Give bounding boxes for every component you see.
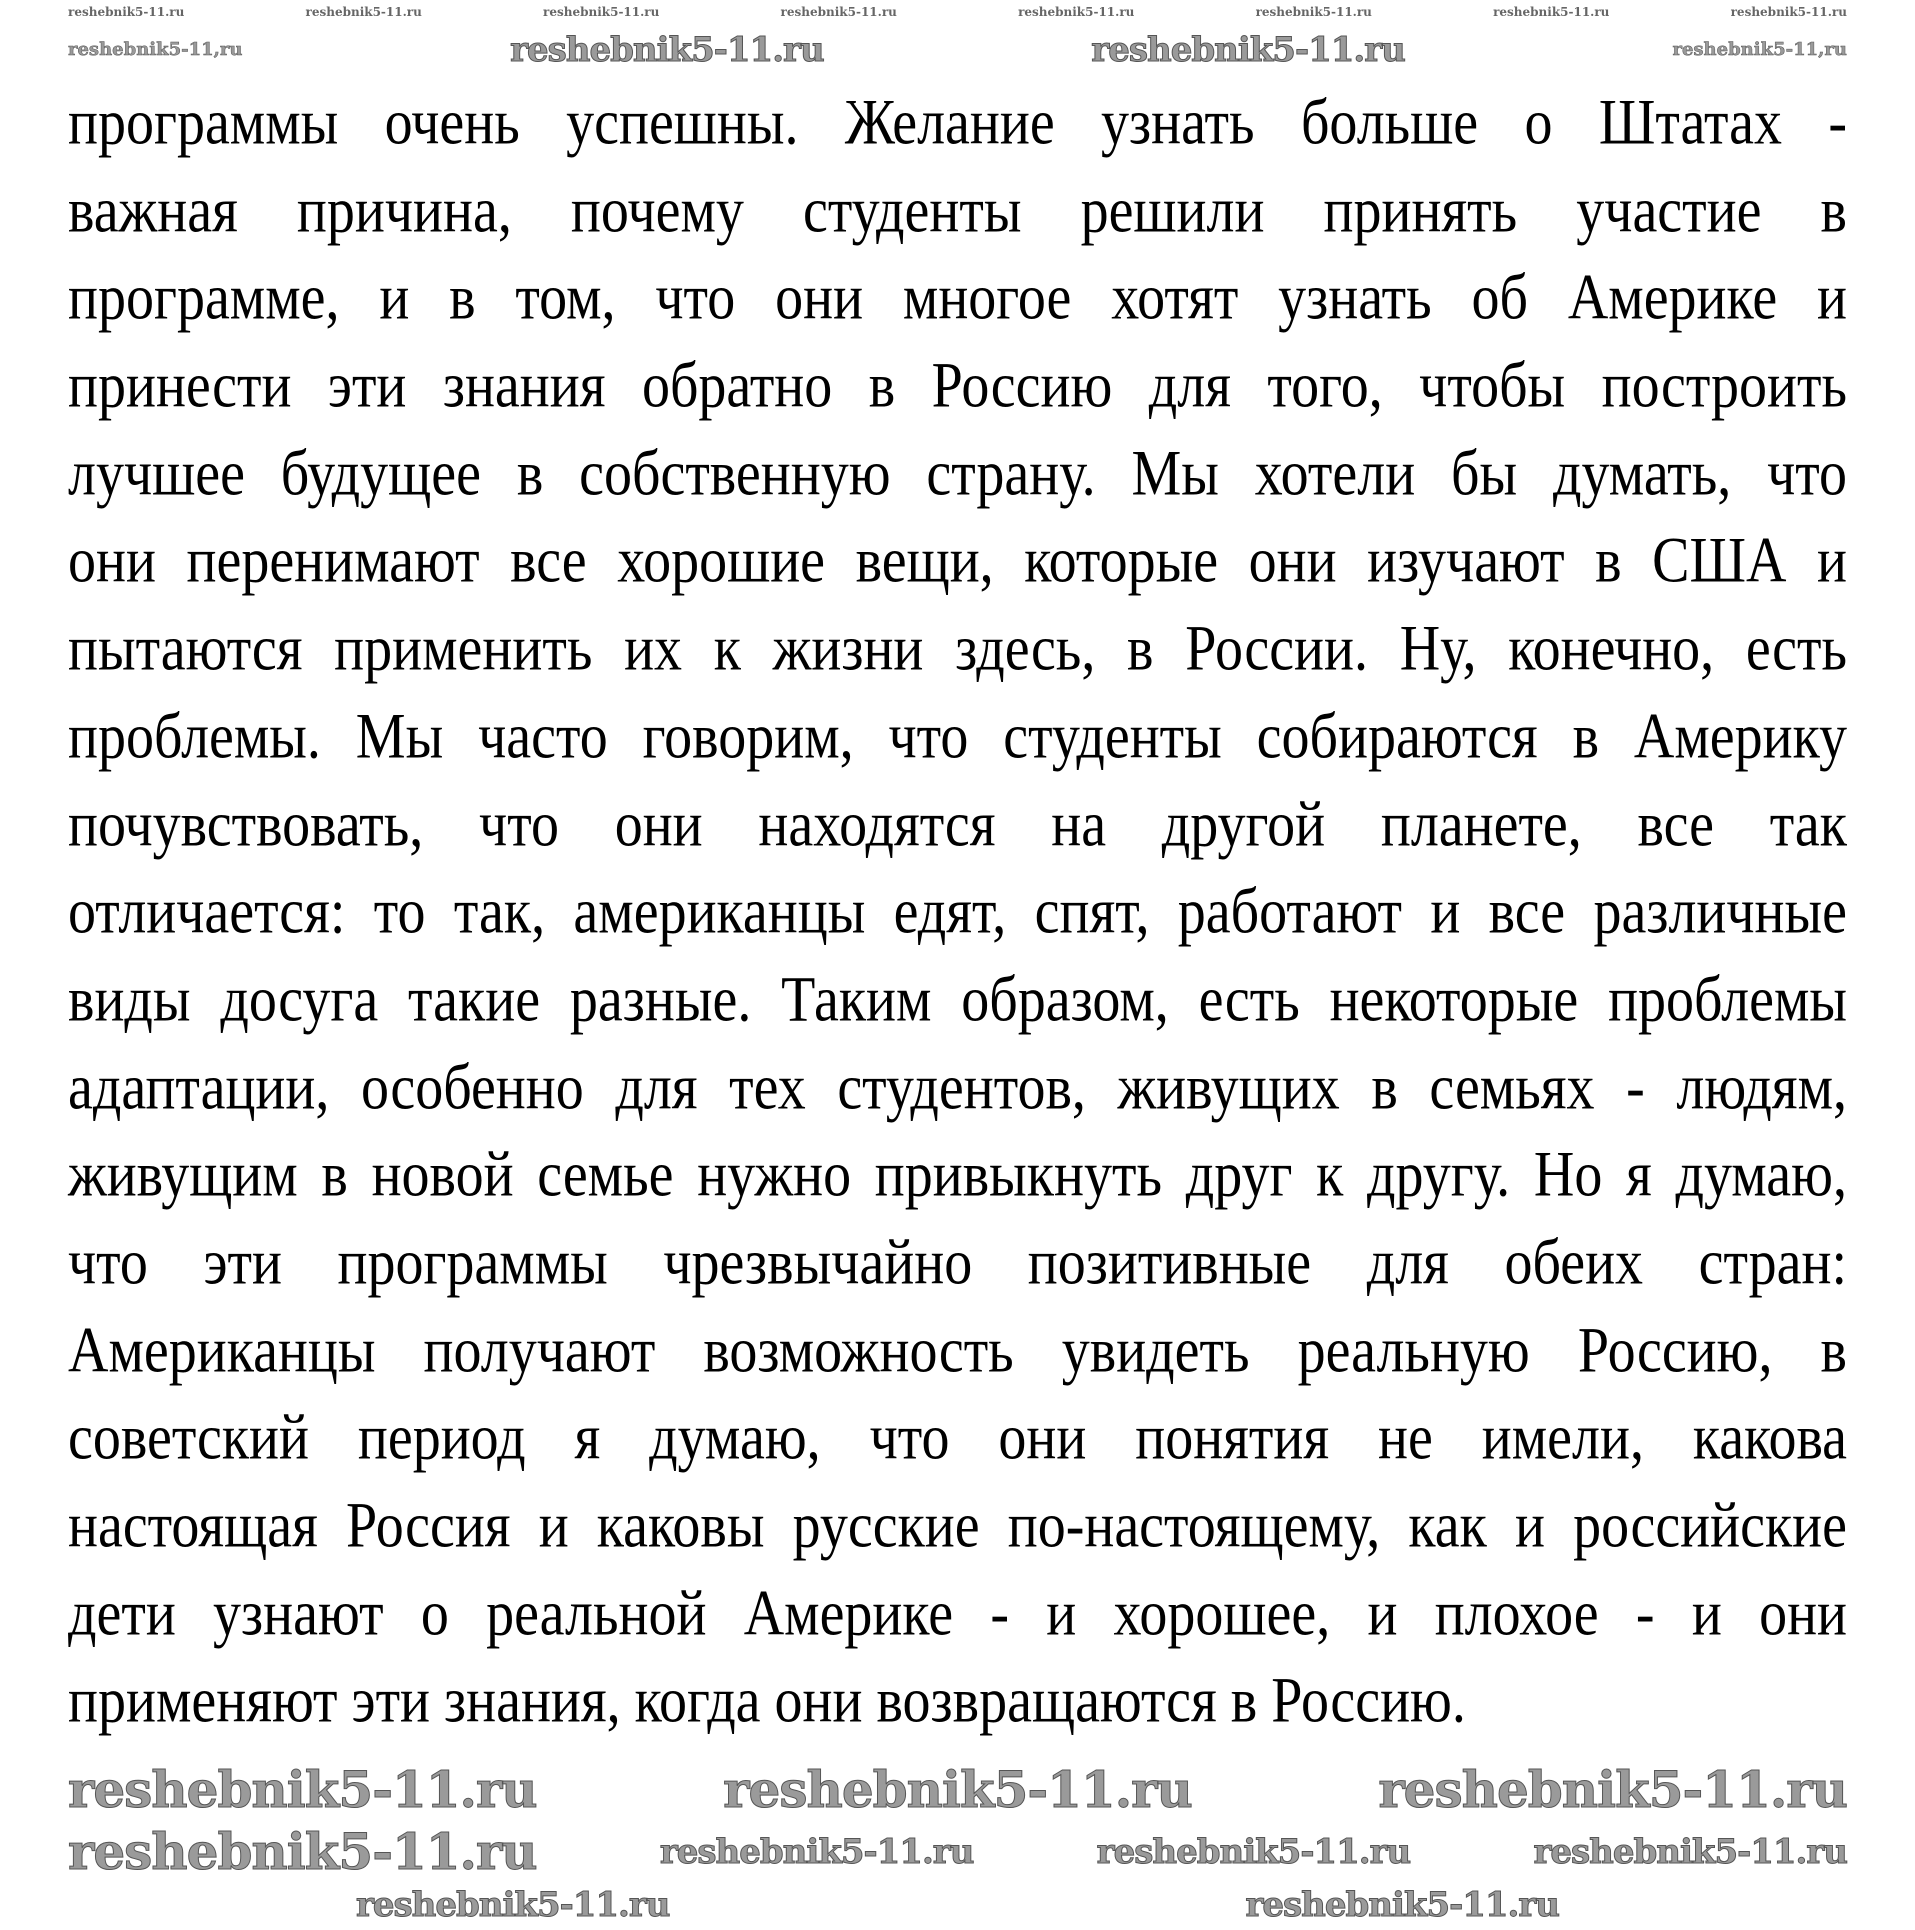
watermark: reshebnik5-11.ru [68,5,185,19]
watermark: reshebnik5-11.ru [510,30,824,70]
text-line: важная причина, почему студенты решили принять участие в [68,174,1847,247]
watermark: reshebnik5-11.ru [68,1822,537,1881]
text-line: почувствовать, что они находятся на другой планете, все так [68,788,1847,861]
watermark: reshebnik5-11.ru [355,1885,670,1925]
watermark: reshebnik5-11,ru [1672,39,1847,60]
watermark: reshebnik5-11.ru [1730,5,1847,19]
text-line: отличается: то так, американцы едят, спят, работают и все различные [68,876,1847,948]
text-line: пытаются применить их к жизни здесь, в России. Ну, конечно, есть [68,613,1847,685]
text-line: программы очень успешны. Желание узнать больше о Штатах - [68,87,1847,159]
watermark: reshebnik5-11.ru [1378,1760,1847,1819]
watermark-row-top-tiny [68,6,1847,18]
text-line: лучшее будущее в собственную страну. Мы хотели бы думать, что [68,437,1847,510]
watermark-row-bottom-2 [68,1824,1847,1880]
document-text [68,80,1847,1746]
watermark: reshebnik5-11.ru [1493,5,1610,19]
watermark: reshebnik5-11.ru [659,1832,974,1872]
text-line: виды досуга такие разные. Таким образом, есть некоторые проблемы [68,964,1847,1036]
watermark: reshebnik5-11.ru [780,5,897,19]
text-line: адаптации, особенно для тех студентов, живущих в семьях - людям, [68,1051,1847,1124]
text-line: настоящая Россия и каковы русские по-настоящему, как и российские [68,1490,1847,1562]
text-line: проблемы. Мы часто говорим, что студенты собираются в Америку [68,701,1847,773]
text-line: живущим в новой семье нужно привыкнуть друг к другу. Но я думаю, [68,1139,1847,1211]
watermark-row-bottom-1 [68,1762,1847,1818]
watermark: reshebnik5-11.ru [1255,5,1372,19]
text-line: они перенимают все хорошие вещи, которые они изучают в США и [68,525,1847,597]
text-line: советский период я думаю, что они понятия не имели, какова [68,1402,1847,1474]
watermark: reshebnik5-11.ru [1245,1885,1560,1925]
watermark: reshebnik5-11.ru [305,5,422,19]
text-line: программе, и в том, что они многое хотят узнать об Америке и [68,262,1847,334]
watermark: reshebnik5-11.ru [1533,1832,1847,1872]
text-line: Американцы получают возможность увидеть реальную Россию, в [68,1314,1847,1387]
watermark: reshebnik5-11.ru [1096,1832,1411,1872]
watermark: reshebnik5-11.ru [723,1760,1192,1819]
watermark: reshebnik5-11.ru [543,5,660,19]
text-line: дети узнают о реальной Америке - и хорошее, и плохое - и они [68,1577,1847,1650]
text-line: что эти программы чрезвычайно позитивные для обеих стран: [68,1227,1847,1299]
text-line: принести эти знания обратно в Россию для того, чтобы построить [68,350,1847,422]
watermark: reshebnik5-11,ru [68,39,243,60]
watermark: reshebnik5-11.ru [1091,30,1405,70]
watermark-row-bottom-3 [68,1886,1847,1924]
watermark: reshebnik5-11.ru [68,1760,537,1819]
watermark: reshebnik5-11.ru [1018,5,1135,19]
text-line: применяют эти знания, когда они возвращаются в Россию. [68,1665,1466,1737]
watermark-row-top [68,30,1847,70]
